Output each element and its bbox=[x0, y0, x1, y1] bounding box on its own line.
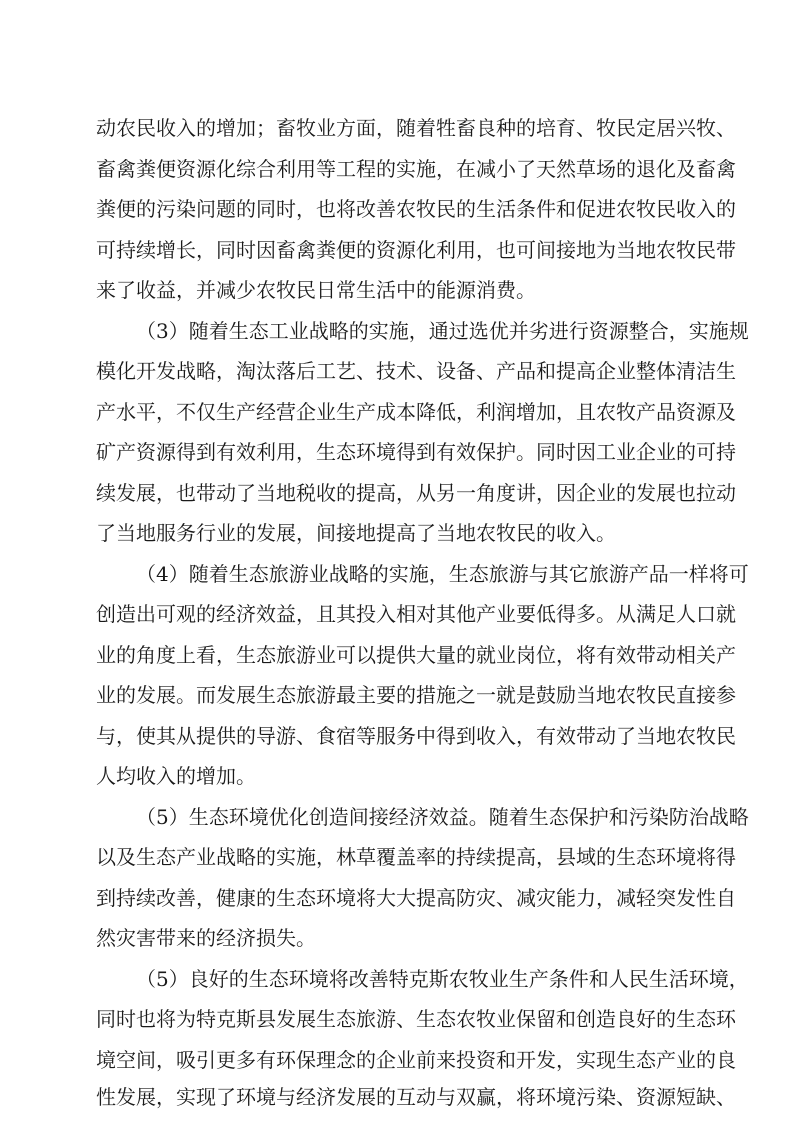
text-line: 可持续增长，同时因畜禽粪便的资源化利用，也可间接地为当地农牧民带 bbox=[96, 238, 736, 262]
text-line: 模化开发战略，淘汰落后工艺、技术、设备、产品和提高企业整体清洁生 bbox=[96, 359, 736, 383]
text-line: 创造出可观的经济效益，且其投入相对其他产业要低得多。从满足人口就 bbox=[96, 602, 736, 626]
text-line: 境空间，吸引更多有环保理念的企业前来投资和开发，实现生态产业的良 bbox=[96, 1048, 736, 1072]
text-line: 到持续改善，健康的生态环境将大大提高防灾、减灾能力，减轻突发性自 bbox=[96, 886, 736, 910]
text-line: 矿产资源得到有效利用，生态环境得到有效保护。同时因工业企业的可持 bbox=[96, 440, 736, 464]
text-line: 同时也将为特克斯县发展生态旅游、生态农牧业保留和创造良好的生态环 bbox=[96, 1007, 736, 1031]
text-line: 续发展，也带动了当地税收的提高，从另一角度讲，因企业的发展也拉动 bbox=[96, 481, 736, 505]
text-line: 来了收益，并减少农牧民日常生活中的能源消费。 bbox=[96, 278, 536, 302]
text-line: 动农民收入的增加；畜牧业方面，随着牲畜良种的培育、牧民定居兴牧、 bbox=[96, 116, 736, 140]
text-line: 性发展，实现了环境与经济发展的互动与双赢，将环境污染、资源短缺、 bbox=[96, 1085, 736, 1109]
text-line: 业的角度上看，生态旅游业可以提供大量的就业岗位，将有效带动相关产 bbox=[96, 643, 736, 667]
text-line: 然灾害带来的经济损失。 bbox=[96, 926, 316, 950]
text-line: 畜禽粪便资源化综合利用等工程的实施，在减小了天然草场的退化及畜禽 bbox=[96, 157, 736, 181]
text-line: 与，使其从提供的导游、食宿等服务中得到收入，有效带动了当地农牧民 bbox=[96, 724, 736, 748]
text-line: 了当地服务行业的发展，间接地提高了当地农牧民的收入。 bbox=[96, 521, 616, 545]
text-line: 以及生态产业战略的实施，林草覆盖率的持续提高，县域的生态环境将得 bbox=[96, 845, 736, 869]
paragraph-start-line: （5）生态环境优化创造间接经济效益。随着生态保护和污染防治战略 bbox=[136, 805, 749, 829]
text-line: 粪便的污染问题的同时，也将改善农牧民的生活条件和促进农牧民收入的 bbox=[96, 197, 736, 221]
paragraph-start-line: （4）随着生态旅游业战略的实施，生态旅游与其它旅游产品一样将可 bbox=[136, 562, 749, 586]
text-line: 业的发展。而发展生态旅游最主要的措施之一就是鼓励当地农牧民直接参 bbox=[96, 683, 736, 707]
paragraph-start-line: （3）随着生态工业战略的实施，通过选优并劣进行资源整合，实施规 bbox=[136, 319, 749, 343]
text-line: 人均收入的增加。 bbox=[96, 764, 256, 788]
paragraph-start-line: （5）良好的生态环境将改善特克斯农牧业生产条件和人民生活环境， bbox=[136, 967, 749, 991]
text-line: 产水平，不仅生产经营企业生产成本降低，利润增加，且农牧产品资源及 bbox=[96, 400, 736, 424]
